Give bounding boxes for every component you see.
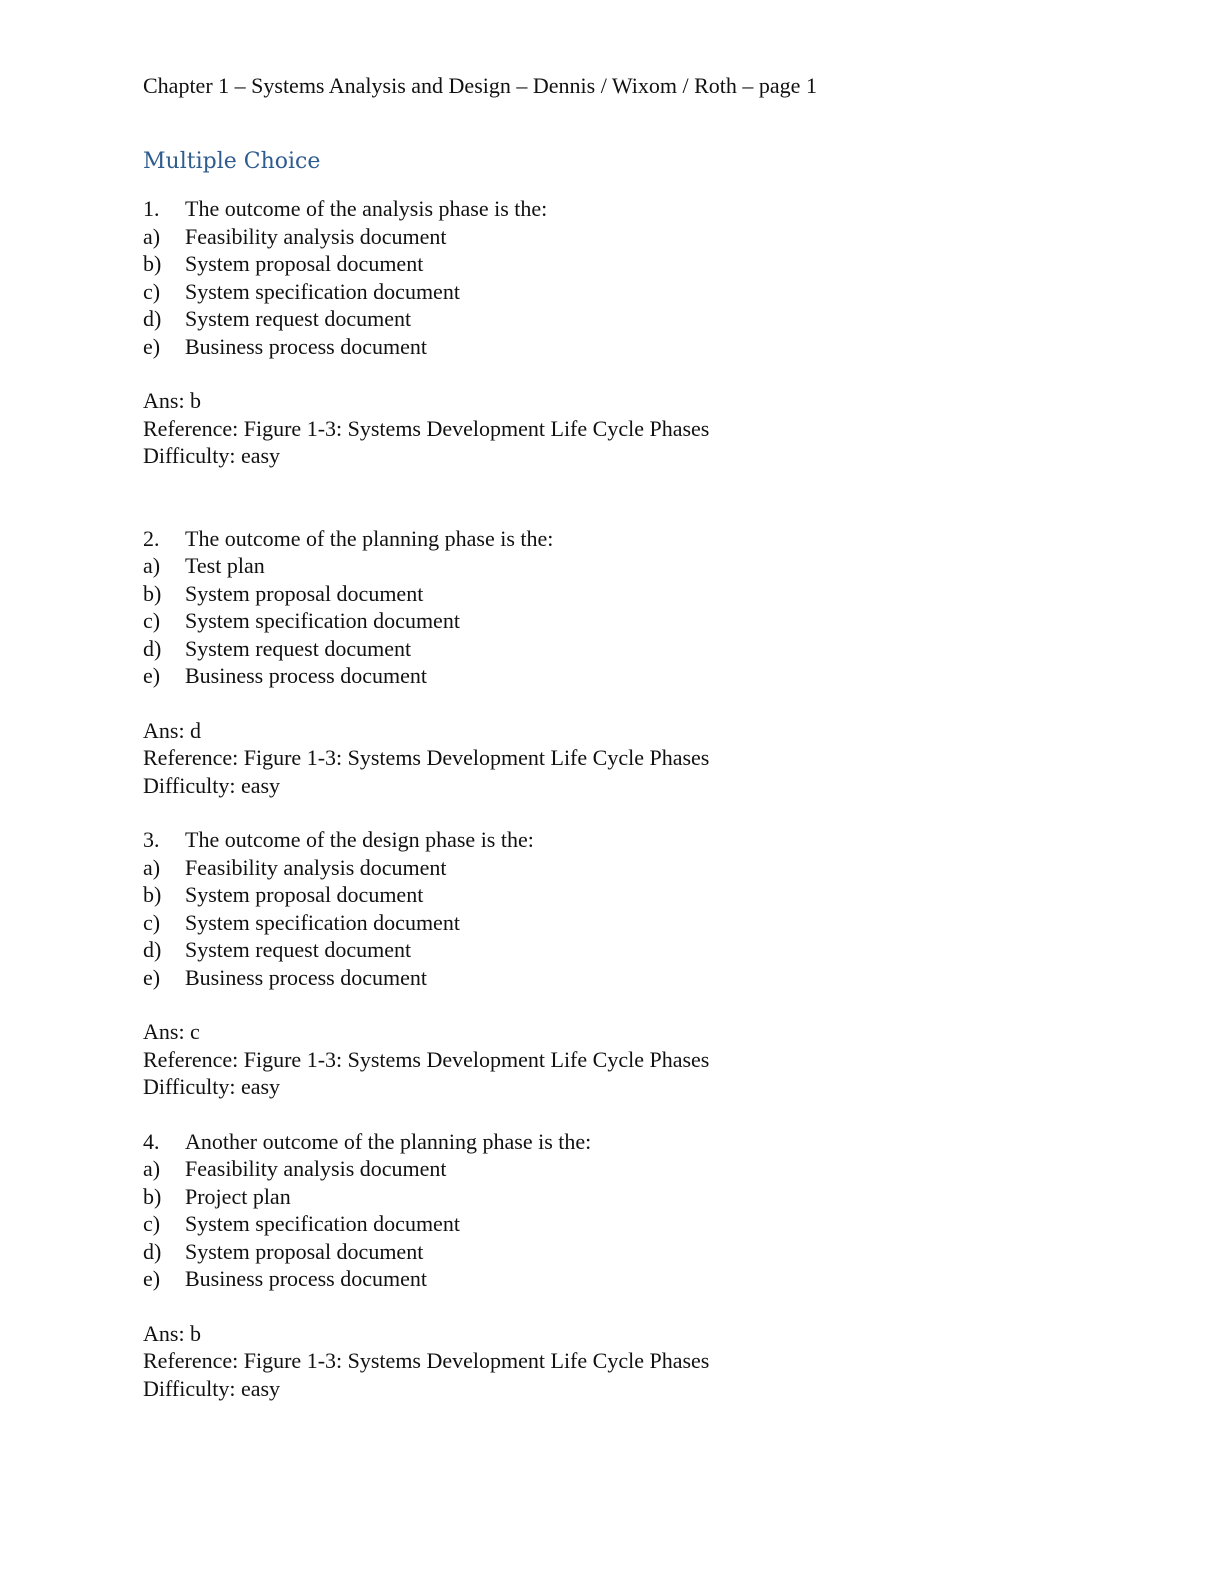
option-label: a) — [143, 223, 161, 249]
option-label: d) — [143, 937, 162, 962]
option-text: Feasibility analysis document — [185, 1156, 447, 1181]
difficulty-line: Difficulty: easy — [143, 1074, 281, 1099]
option-label: a) — [143, 553, 161, 578]
question-stem — [143, 525, 1123, 553]
option-a — [143, 223, 1123, 251]
option-label: b) — [143, 251, 162, 276]
question-stem — [143, 1128, 1123, 1156]
option-label: d) — [143, 635, 162, 661]
option-c — [143, 1210, 1123, 1238]
option-label: a) — [143, 1156, 161, 1181]
option-text: Feasibility analysis document — [185, 854, 447, 880]
question-stem — [143, 195, 1123, 223]
question-block — [143, 525, 1123, 800]
option-text: Business process document — [185, 964, 427, 990]
option-label: b) — [143, 1183, 162, 1209]
answer-meta — [143, 1320, 1123, 1403]
option-d — [143, 305, 1123, 333]
question-number: 1. — [143, 196, 160, 221]
answer-line: Ans: d — [143, 717, 202, 743]
question-text: The outcome of the planning phase is the: — [185, 525, 554, 551]
option-label: b) — [143, 882, 162, 907]
option-text: System proposal document — [185, 580, 424, 606]
option-label: a) — [143, 854, 161, 880]
option-label: e) — [143, 964, 161, 990]
option-text: System proposal document — [185, 251, 424, 276]
option-text: Business process document — [185, 663, 427, 688]
option-text: Feasibility analysis document — [185, 223, 447, 249]
answer-line: Ans: b — [143, 1320, 202, 1346]
reference-line: Reference: Figure 1-3: Systems Development Life Cycle Phases — [143, 1046, 710, 1072]
reference-line: Reference: Figure 1-3: Systems Development Life Cycle Phases — [143, 415, 710, 441]
option-d — [143, 1238, 1123, 1266]
option-b — [143, 250, 1123, 278]
option-e — [143, 1265, 1123, 1293]
option-label: b) — [143, 580, 162, 606]
question-number: 4. — [143, 1128, 160, 1154]
option-label: c) — [143, 1211, 161, 1236]
difficulty-line: Difficulty: easy — [143, 443, 281, 468]
option-text: System proposal document — [185, 1238, 424, 1264]
option-label: c) — [143, 608, 161, 633]
option-text: System specification document — [185, 1211, 460, 1236]
option-a — [143, 854, 1123, 882]
option-e — [143, 662, 1123, 690]
option-c — [143, 278, 1123, 306]
section-heading: Multiple Choice — [143, 149, 321, 174]
question-number: 2. — [143, 525, 160, 551]
option-a — [143, 1155, 1123, 1183]
option-text: System request document — [185, 306, 412, 331]
answer-meta — [143, 1018, 1123, 1101]
option-label: e) — [143, 663, 161, 688]
option-c — [143, 607, 1123, 635]
option-b — [143, 580, 1123, 608]
reference-line: Reference: Figure 1-3: Systems Development Life Cycle Phases — [143, 745, 710, 770]
page-header: Chapter 1 – Systems Analysis and Design – Dennis / Wixom / Roth – page 1 — [143, 73, 817, 98]
option-text: System proposal document — [185, 882, 424, 907]
question-text: The outcome of the analysis phase is the: — [185, 196, 548, 221]
document-page — [143, 70, 1123, 1402]
option-text: Business process document — [185, 333, 427, 359]
option-e — [143, 333, 1123, 361]
question-text: Another outcome of the planning phase is the: — [185, 1128, 592, 1154]
option-label: e) — [143, 1266, 161, 1291]
option-e — [143, 964, 1123, 992]
option-label: c) — [143, 278, 161, 304]
option-text: System specification document — [185, 909, 460, 935]
question-block — [143, 826, 1123, 1101]
option-label: d) — [143, 306, 162, 331]
option-label: d) — [143, 1238, 162, 1264]
option-c — [143, 909, 1123, 937]
question-number: 3. — [143, 827, 160, 852]
option-b — [143, 1183, 1123, 1211]
option-label: e) — [143, 333, 161, 359]
option-text: Test plan — [185, 553, 265, 578]
option-text: System request document — [185, 937, 412, 962]
reference-line: Reference: Figure 1-3: Systems Development Life Cycle Phases — [143, 1348, 710, 1373]
answer-line: Ans: c — [143, 1019, 200, 1044]
option-b — [143, 881, 1123, 909]
option-d — [143, 635, 1123, 663]
question-stem — [143, 826, 1123, 854]
difficulty-line: Difficulty: easy — [143, 772, 281, 798]
question-text: The outcome of the design phase is the: — [185, 827, 534, 852]
option-text: System specification document — [185, 608, 460, 633]
option-text: Project plan — [185, 1183, 291, 1209]
answer-meta — [143, 387, 1123, 470]
answer-line: Ans: b — [143, 388, 202, 413]
question-block — [143, 1128, 1123, 1403]
answer-meta — [143, 717, 1123, 800]
question-block — [143, 195, 1123, 470]
option-label: c) — [143, 909, 161, 935]
option-text: Business process document — [185, 1266, 427, 1291]
difficulty-line: Difficulty: easy — [143, 1375, 281, 1401]
option-d — [143, 936, 1123, 964]
option-a — [143, 552, 1123, 580]
option-text: System specification document — [185, 278, 460, 304]
option-text: System request document — [185, 635, 412, 661]
